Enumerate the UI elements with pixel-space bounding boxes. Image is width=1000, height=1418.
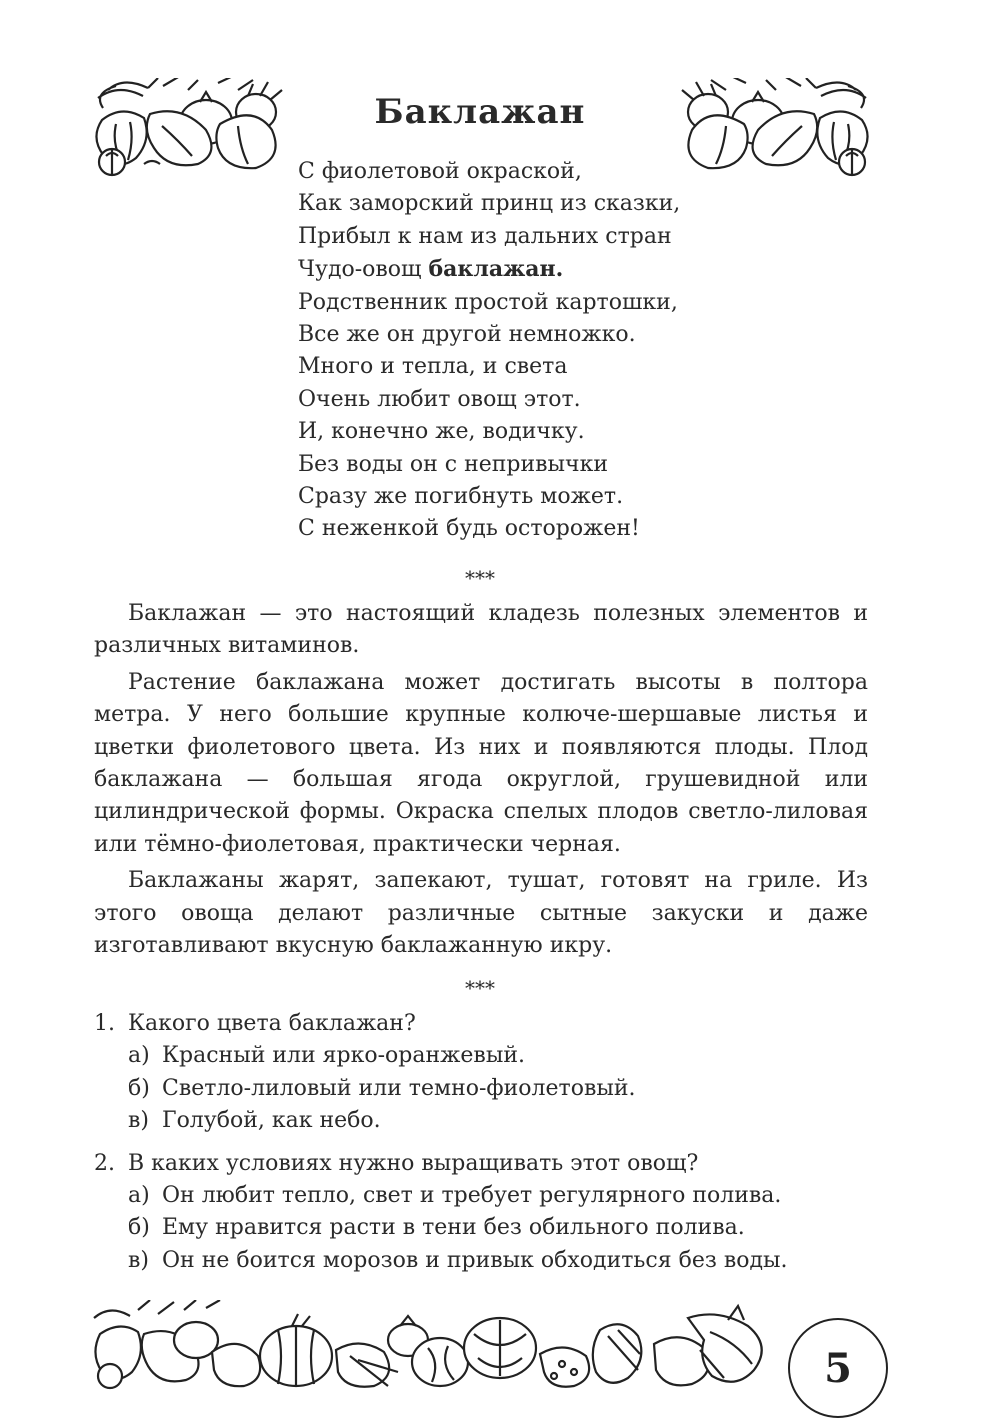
answer-option [94, 1105, 874, 1137]
answer-option [94, 1212, 874, 1244]
poem-line: Без воды он с непривычки [298, 451, 609, 477]
quiz [94, 1008, 874, 1287]
answer-letter: а) [128, 1183, 150, 1209]
question-text: Какого цвета баклажан? [128, 1011, 416, 1036]
question-number: 1. [94, 1011, 115, 1036]
paragraph: Баклажаны жарят, запекают, тушат, готовят на гриле. Из этого овоща делают различные сытные закуски и даже изготавливают вкусную баклажанную икру. [94, 868, 868, 959]
poem-line: Очень любит овощ этот. [298, 386, 581, 412]
answer-text: Голубой, как небо. [162, 1108, 381, 1134]
question [94, 1148, 874, 1278]
answer-letter: в) [128, 1108, 149, 1134]
poem [298, 156, 680, 546]
poem-line: Сразу же погибнуть может. [298, 484, 624, 510]
article-body [94, 598, 868, 966]
poem-line: С неженкой будь осторожен! [298, 516, 640, 542]
poem-line: С фиолетовой окраской, [298, 159, 582, 184]
question [94, 1008, 874, 1138]
paragraph: Растение баклажана может достигать высоты в полтора метра. У него большие крупные колюче-шершавые листья и цветки фиолетового цвета. Из них и появляются плоды. Плод баклажана — большая ягода округлой, грушевидной или цилиндрической формы. Окраска спелых плодов светло-лиловая или тёмно-фиолетовая, практически черная. [94, 669, 868, 857]
poem-line: Родственник простой картошки, [298, 289, 678, 315]
vegetables-border-bottom [88, 1300, 778, 1392]
poem-line: Много и тепла, и света [298, 354, 568, 380]
answer-option [94, 1245, 874, 1277]
section-separator: *** [465, 976, 495, 1000]
section-separator: *** [465, 566, 495, 590]
poem-bold-word: баклажан. [428, 256, 564, 283]
answer-text: Светло-лиловый или темно-фиолетовый. [162, 1075, 636, 1101]
answer-letter: в) [128, 1247, 149, 1273]
poem-line: Все же он другой немножко. [298, 322, 636, 348]
answer-letter: а) [128, 1043, 150, 1069]
answer-text: Ему нравится расти в тени без обильного полива. [162, 1215, 745, 1241]
poem-line-prefix: Чудо-овощ [298, 257, 429, 283]
question-text: В каких условиях нужно выращивать этот овощ? [128, 1150, 699, 1176]
answer-text: Красный или ярко-оранжевый. [162, 1043, 525, 1069]
poem-line: И, конечно же, водичку. [298, 419, 585, 445]
poem-line: Как заморский принц из сказки, [298, 191, 681, 217]
answer-text: Он не боится морозов и привык обходиться без воды. [162, 1247, 788, 1273]
poem-line: Прибыл к нам из дальних стран [298, 223, 672, 249]
page-number-badge [788, 1318, 888, 1418]
paragraph: Баклажан — это настоящий кладезь полезных элементов и различных витаминов. [94, 601, 868, 659]
answer-letter: б) [128, 1215, 150, 1241]
answer-option [94, 1180, 874, 1212]
poem-line [298, 253, 680, 286]
answer-text: Он любит тепло, свет и требует регулярного полива. [162, 1183, 782, 1209]
answer-letter: б) [128, 1075, 150, 1101]
page-number: 5 [824, 1344, 852, 1392]
answer-option [94, 1073, 874, 1105]
question-number: 2. [94, 1150, 115, 1176]
answer-option [94, 1040, 874, 1072]
page-title: Баклажан [374, 92, 586, 132]
